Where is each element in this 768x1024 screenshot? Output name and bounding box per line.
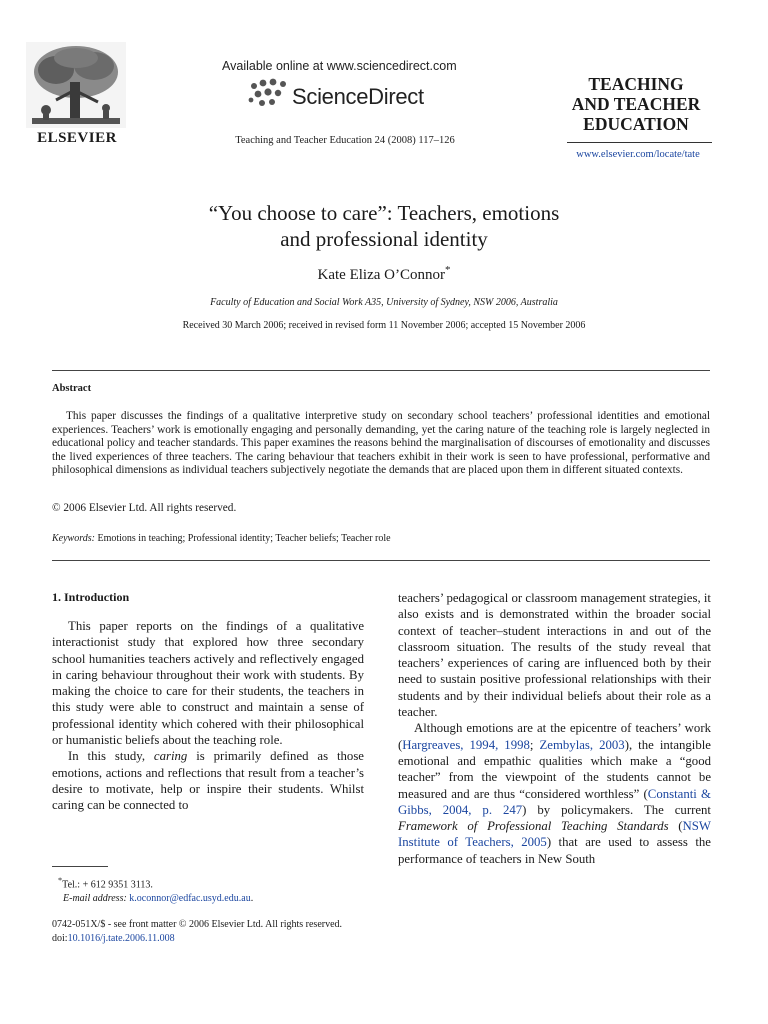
available-online-text[interactable]: Available online at www.sciencedirect.com	[222, 59, 457, 73]
citation-link[interactable]: Zembylas, 2003	[539, 737, 625, 752]
text-span: In this study,	[68, 749, 154, 764]
sciencedirect-logo-text: ScienceDirect	[292, 84, 424, 109]
footnote	[58, 874, 358, 906]
citation-link[interactable]: Hargreaves, 1994, 1998	[402, 737, 530, 752]
sciencedirect-dots-icon	[246, 76, 290, 110]
citation-link[interactable]: NSW Institute of Teachers, 2005	[398, 819, 711, 850]
journal-title-line: EDUCATION	[583, 114, 689, 134]
keywords	[52, 533, 710, 544]
front-matter-line: 0742-051X/$ - see front matter © 2006 Elsevier Ltd. All rights reserved.	[52, 919, 343, 930]
email-label: E-mail address:	[63, 893, 127, 905]
journal-url-link[interactable]: www.elsevier.com/locate/tate	[576, 149, 700, 160]
section-heading-introduction: 1. Introduction	[52, 590, 130, 604]
article-title	[60, 200, 708, 252]
doi-link[interactable]: 10.1016/j.tate.2006.11.008	[67, 933, 175, 944]
footnote-tel-text: Tel.: + 612 9351 3113.	[62, 879, 153, 891]
article-title-line: “You choose to care”: Teachers, emotions	[208, 201, 560, 225]
footnote-mark: *	[58, 876, 63, 885]
abstract-heading: Abstract	[52, 383, 92, 394]
abstract-bottom-rule	[52, 560, 710, 561]
keywords-list: Emotions in teaching; Professional identity; Teacher beliefs; Teacher role	[97, 533, 391, 544]
left-column	[52, 618, 364, 814]
footnote-email	[58, 892, 358, 906]
elsevier-wordmark: ELSEVIER	[37, 130, 117, 146]
text-span: Although emotions are at the epicentre of teachers’ work (	[398, 721, 711, 752]
journal-title-line: TEACHING	[588, 74, 684, 94]
journal-title	[560, 74, 712, 134]
author-footnote-mark[interactable]: *	[444, 264, 451, 276]
abstract-copyright: © 2006 Elsevier Ltd. All rights reserved.	[52, 502, 237, 514]
text-span: ), the intangible emotional and empathic qualities which make a “good teacher” from the viewpoint of the students cannot be measured and are thus “considered worthless” (	[398, 737, 711, 801]
abstract-paragraph: This paper discusses the findings of a qualitative interpretive study on secondary school teachers’ professional identities and emotional experiences. Teachers’ work is emotionally engaging and personally demanding, yet the caring nature of the teaching role is largely neglected in educational policy and teacher standards. This paper examines the reasons behind the marginalisation of discourses of emotionality and discusses the lived experiences of three teachers. The caring behaviour that teachers exhibit in their work is seen to have professional, performative and philosophical dimensions as individual teachers subjectively negotiate the demands that are placed upon them in different situated contexts.	[52, 410, 710, 476]
abstract-top-rule	[52, 370, 710, 371]
emphasis-text: caring	[153, 749, 188, 764]
journal-title-line: AND TEACHER	[571, 94, 701, 114]
footnote-tel	[58, 874, 358, 892]
keywords-label: Keywords:	[52, 533, 95, 544]
author-affiliation: Faculty of Education and Social Work A35, University of Sydney, NSW 2006, Australia	[210, 297, 558, 308]
abstract-body	[52, 410, 710, 478]
article-title-line: and professional identity	[280, 227, 488, 251]
body-paragraph: This paper reports on the findings of a qualitative interactionist study that explored how three secondary school humanities teachers actively and reflectively engaged in caring behaviour throughout their work with students. By making the choice to care for their students, the teachers in this study were able to construct and maintain a sense of professional identity which cohered with their philosophical or humanistic beliefs about the teaching role.	[52, 619, 364, 748]
doi-line	[52, 932, 472, 946]
body-paragraph: teachers’ pedagogical or classroom management strategies, it also exists and is demonstrated within the broader social context of teacher–student interactions in and out of the classroom situation. The results of the study reveal that teachers’ experiences of caring are influenced both by their need to sustain positive professional relationships with their students and by their individual beliefs about their role as a teacher.	[398, 591, 711, 720]
journal-citation: Teaching and Teacher Education 24 (2008) 117–126	[235, 135, 455, 146]
text-span: is primarily defined as those emotions, actions and reflections that result from a teacher’s desire to motivate, help or inspire their students. Whilst caring can be connected to	[52, 749, 364, 813]
author-name	[60, 264, 708, 284]
text-span: .	[250, 893, 254, 905]
text-span: (	[668, 819, 683, 834]
elsevier-tree-icon	[26, 42, 126, 128]
text-span: ;	[529, 737, 540, 752]
body-paragraph	[52, 748, 364, 813]
body-paragraph	[398, 720, 711, 867]
emphasis-text: Framework of Professional Teaching Standards	[398, 819, 669, 834]
right-column	[398, 590, 711, 867]
text-span: ) by policymakers. The current	[522, 802, 711, 817]
citation-link[interactable]: Constanti & Gibbs, 2004, p. 247	[398, 786, 711, 817]
text-span: ) that are used to assess the performance of teachers in New South	[398, 835, 711, 866]
email-link[interactable]: k.oconnor@edfac.usyd.edu.au	[129, 893, 251, 905]
front-matter-info	[52, 918, 472, 946]
article-dates: Received 30 March 2006; received in revised form 11 November 2006; accepted 15 November 2006	[182, 320, 586, 331]
journal-divider	[567, 142, 712, 143]
doi-label: doi:	[52, 933, 68, 944]
footnote-rule	[52, 866, 108, 867]
author-name-text: Kate Eliza O’Connor	[317, 267, 445, 283]
